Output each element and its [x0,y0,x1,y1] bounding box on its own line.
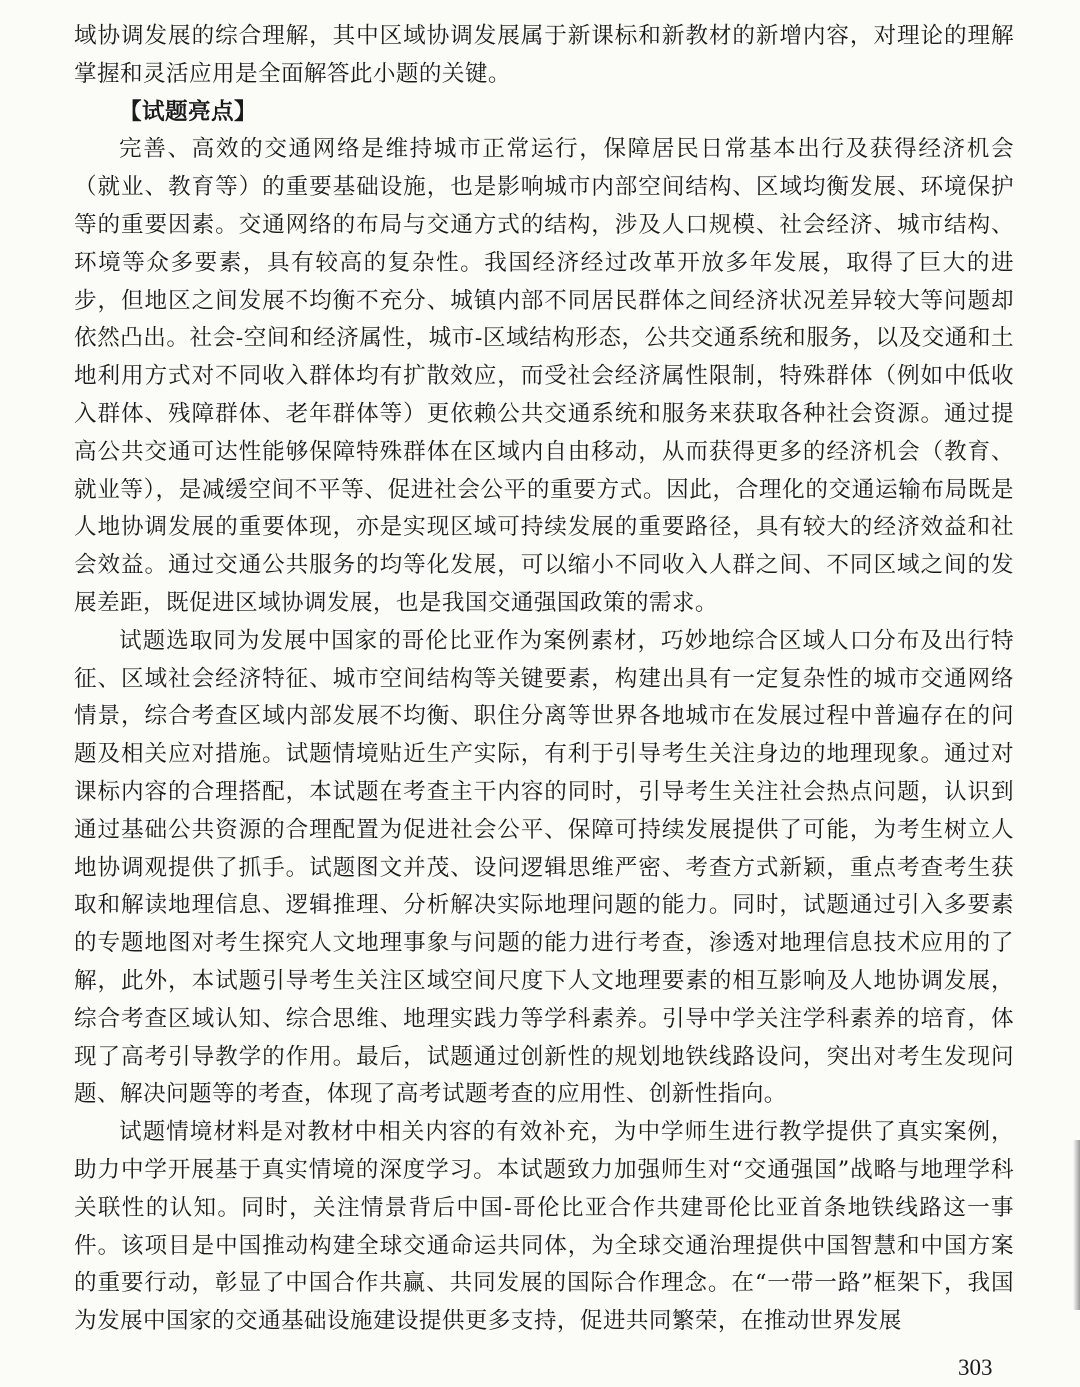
body-paragraph-3: 试题情境材料是对教材中相关内容的有效补充，为中学师生进行教学提供了真实案例，助力中学开展基于真实情境的深度学习。本试题致力加强师生对“交通强国”战略与地理学科关联性的认知。同时，关注情景背后中国-哥伦比亚合作共建哥伦比亚首条地铁线路这一事件。该项目是中国推动构建全球交通命运共同体，为全球交通治理提供中国智慧和中国方案的重要行动，彰显了中国合作共赢、共同发展的国际合作理念。在“一带一路”框架下，我国为发展中国家的交通基础设施建设提供更多支持，促进共同繁荣，在推动世界发展 [74,1119,1014,1335]
section-heading: 【试题亮点】 [119,98,257,125]
document-page [74,18,1014,1341]
page-number: 303 [958,1355,993,1380]
body-paragraph-1: 完善、高效的交通网络是维持城市正常运行，保障居民日常基本出行及获得经济机会（就业、教育等）的重要基础设施，也是影响城市内部空间结构、区域均衡发展、环境保护等的重要因素。交通网络的布局与交通方式的结构，涉及人口规模、社会经济、城市结构、环境等众多要素，具有较高的复杂性。我国经济经过改革开放多年发展，取得了巨大的进步，但地区之间发展不均衡不充分、城镇内部不同居民群体之间经济状况差异较大等问题却依然凸出。社会-空间和经济属性，城市-区域结构形态，公共交通系统和服务，以及交通和土地利用方式对不同收入群体均有扩散效应，而受社会经济属性限制，特殊群体（例如中低收入群体、残障群体、老年群体等）更依赖公共交通系统和服务来获取各种社会资源。通过提高公共交通可达性能够保障特殊群体在区域内自由移动，从而获得更多的经济机会（教育、就业等），是减缓空间不平等、促进社会公平的重要方式。因此，合理化的交通运输布局既是人地协调发展的重要体现，亦是实现区域可持续发展的重要路径，具有较大的经济效益和社会效益。通过交通公共服务的均等化发展，可以缩小不同收入人群之间、不同区域之间的发展差距，既促进区域协调发展，也是我国交通强国政策的需求。 [74,136,1014,616]
body-paragraph-2: 试题选取同为发展中国家的哥伦比亚作为案例素材，巧妙地综合区域人口分布及出行特征、区域社会经济特征、城市空间结构等关键要素，构建出具有一定复杂性的城市交通网络情景，综合考查区域内部发展不均衡、职住分离等世界各地城市在发展过程中普遍存在的问题及相关应对措施。试题情境贴近生产实际，有利于引导考生关注身边的地理现象。通过对课标内容的合理搭配，本试题在考查主干内容的同时，引导考生关注社会热点问题，认识到通过基础公共资源的合理配置为促进社会公平、保障可持续发展提供了可能，为考生树立人地协调观提供了抓手。试题图文并茂、设问逻辑思维严密、考查方式新颖，重点考查考生获取和解读地理信息、逻辑推理、分析解决实际地理问题的能力。同时，试题通过引入多要素的专题地图对考生探究人文地理事象与问题的能力进行考查，渗透对地理信息技术应用的了解，此外，本试题引导考生关注区域空间尺度下人文地理要素的相互影响及人地协调发展，综合考查区域认知、综合思维、地理实践力等学科素养。引导中学关注学科素养的培育，体现了高考引导教学的作用。最后，试题通过创新性的规划地铁线路设问，突出对考生发现问题、解决问题等的考查，体现了高考试题考查的应用性、创新性指向。 [74,627,1014,1108]
continuation-paragraph: 域协调发展的综合理解，其中区域协调发展属于新课标和新教材的新增内容，对理论的理解掌握和灵活应用是全面解答此小题的关键。 [74,23,1014,87]
page-edge-shadow [1073,1140,1080,1310]
